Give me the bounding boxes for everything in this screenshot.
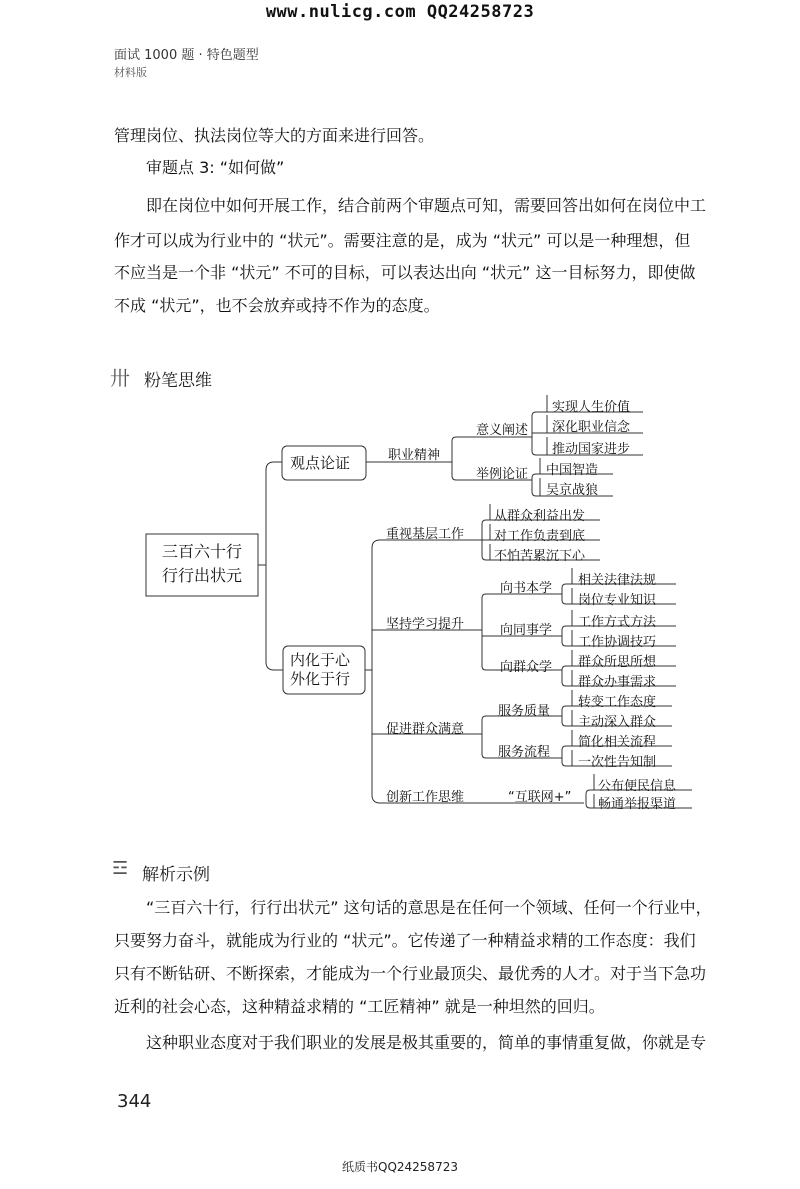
book-title: 面试 1000 题 · 特色题型 — [114, 48, 259, 63]
leaf-node: 中国智造 — [546, 463, 599, 478]
leaf-node: 转变工作态度 — [578, 695, 657, 710]
leaf-node: 相关法律法规 — [578, 573, 657, 588]
b1-juli-node: 举例论证 — [476, 467, 529, 482]
analysis-line: 只要努力奋斗，就能成为行业的 “状元”。它传递了一种精益求精的工作态度：我们 — [114, 931, 696, 950]
footer-note: 纸质书QQ24258723 — [342, 1160, 458, 1174]
leaf-node: 畅通举报渠道 — [598, 797, 677, 812]
b2-node — [290, 651, 350, 689]
analysis-line: 只有不断钻研、不断探索，才能成为一个行业最顶尖、最优秀的人才。对于当下急功 — [114, 964, 707, 983]
b2b-qun-node: 向群众学 — [500, 660, 553, 675]
root-line: 行行出状元 — [161, 566, 242, 585]
point3-title: 审题点 3: “如何做” — [146, 158, 285, 177]
leaf-node: 不怕苦累沉下心 — [494, 549, 586, 564]
b2c-zhi-node: 服务质量 — [498, 704, 551, 719]
leaf-node: 推动国家进步 — [552, 442, 631, 457]
analysis-line: “三百六十行，行行出状元” 这句话的意思是在任何一个领域、任何一个行业中， — [146, 898, 712, 917]
point3-line: 作才可以成为行业中的 “状元”。需要注意的是，成为 “状元” 可以是一种理想，但 — [114, 231, 691, 250]
b2c-liu-node: 服务流程 — [498, 745, 551, 760]
point3-line: 即在岗位中如何开展工作，结合前两个审题点可知，需要回答出如何在岗位中工 — [146, 196, 707, 215]
leaf-node: 公布便民信息 — [598, 779, 677, 794]
leaf-node: 群众办事需求 — [578, 675, 657, 690]
watermark-header: www.nulicg.com QQ24258723 — [265, 2, 535, 22]
intro-line: 管理岗位、执法岗位等大的方面来进行回答。 — [114, 126, 435, 145]
section-title-analysis: 解析示例 — [142, 865, 210, 885]
b2c-node: 促进群众满意 — [386, 722, 465, 737]
b2d-sub-node: “互联网+” — [508, 790, 572, 805]
leaf-node: 深化职业信念 — [552, 420, 631, 435]
leaf-node: 吴京战狼 — [546, 483, 599, 498]
b2b-node: 坚持学习提升 — [386, 617, 465, 632]
b2-line: 内化于心 — [290, 651, 351, 669]
analysis-line: 这种职业态度对于我们职业的发展是极其重要的，简单的事情重复做，你就是专 — [146, 1033, 707, 1052]
analysis-line: 近利的社会心态，这种精益求精的 “工匠精神” 就是一种坦然的回归。 — [114, 997, 605, 1016]
point3-line: 不应当是一个非 “状元” 不可的目标，可以表达出向 “状元” 这一目标努力，即使做 — [114, 263, 696, 282]
leaf-node: 工作协调技巧 — [578, 635, 657, 650]
b2-line: 外化于行 — [290, 670, 351, 688]
b2b-shu-node: 向书本学 — [500, 581, 553, 596]
book-subtitle: 材料版 — [114, 66, 147, 79]
analysis-section-icon: ☲ — [112, 858, 129, 879]
root-line: 三百六十行 — [161, 542, 242, 561]
page-number: 344 — [117, 1091, 152, 1112]
chalk-section-icon: 卅 — [110, 366, 130, 390]
leaf-node: 实现人生价值 — [552, 400, 631, 415]
section-title-mindmap: 粉笔思维 — [144, 371, 212, 391]
b1-node: 观点论证 — [290, 454, 351, 472]
b2a-node: 重视基层工作 — [386, 527, 465, 542]
b2b-tong-node: 向同事学 — [500, 623, 553, 638]
root-node — [151, 540, 253, 588]
b2d-node: 创新工作思维 — [386, 790, 465, 805]
point3-line: 不成 “状元”，也不会放弃或持不作为的态度。 — [114, 296, 440, 315]
leaf-node: 群众所思所想 — [578, 655, 657, 670]
leaf-node: 岗位专业知识 — [578, 593, 657, 608]
leaf-node: 简化相关流程 — [578, 735, 657, 750]
leaf-node: 一次性告知制 — [578, 755, 657, 770]
leaf-node: 主动深入群众 — [578, 715, 657, 730]
leaf-node: 对工作负责到底 — [494, 529, 586, 544]
b1-sub-node: 职业精神 — [388, 448, 441, 463]
leaf-node: 工作方式方法 — [578, 615, 657, 630]
b1-yiyi-node: 意义阐述 — [476, 423, 529, 438]
leaf-node: 从群众利益出发 — [494, 509, 586, 524]
